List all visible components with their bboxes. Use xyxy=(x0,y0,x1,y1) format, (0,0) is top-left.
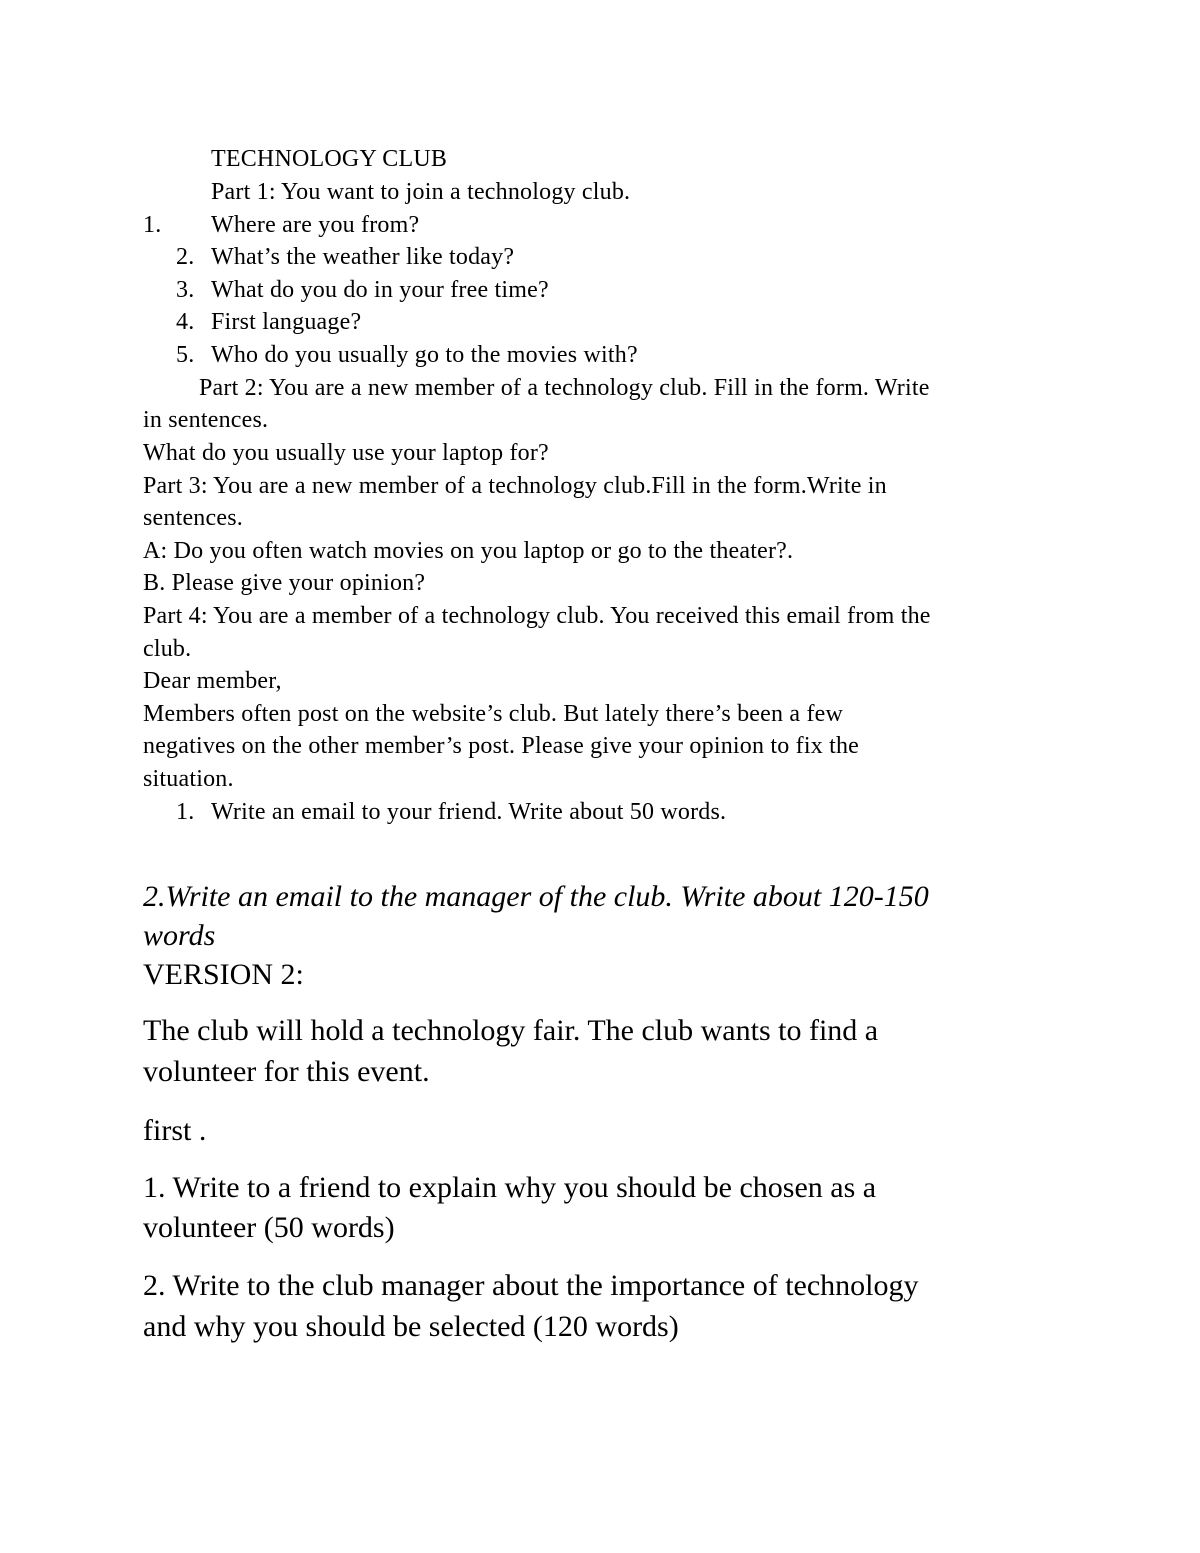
version2-intro: The club will hold a technology fair. The club wants to find a xyxy=(143,1014,879,1047)
part4-heading: Part 4: You are a member of a technology club. You received this email from the xyxy=(143,603,931,629)
version2-intro-cont: volunteer for this event. xyxy=(143,1055,430,1088)
email-greeting: Dear member, xyxy=(143,668,282,694)
part4-heading-cont: club. xyxy=(143,636,192,662)
email-body-line: Members often post on the website’s club. But lately there’s been a few xyxy=(143,701,844,727)
part3-question-b: B. Please give your opinion? xyxy=(143,570,426,596)
list-item xyxy=(176,341,638,369)
version2-first: first . xyxy=(143,1114,207,1147)
list-item-text: First language? xyxy=(211,309,362,335)
list-item-text: What do you do in your free time? xyxy=(211,277,549,303)
list-item-number: 3. xyxy=(176,277,195,303)
list-item-text: Where are you from? xyxy=(211,212,420,238)
part4-task-2-cont: words xyxy=(143,919,216,952)
part4-task-2: 2.Write an email to the manager of the club. Write about 120-150 xyxy=(143,880,929,913)
part3-question-a: A: Do you often watch movies on you laptop or go to the theater?. xyxy=(143,538,794,564)
part2-heading-cont: in sentences. xyxy=(143,407,269,433)
version2-heading: VERSION 2: xyxy=(143,958,304,991)
list-item-text: Who do you usually go to the movies with? xyxy=(211,342,638,368)
email-body-line: situation. xyxy=(143,766,234,792)
version2-task-1: 1. Write to a friend to explain why you should be chosen as a xyxy=(143,1171,877,1204)
part2-heading: Part 2: You are a new member of a technology club. Fill in the form. Write xyxy=(199,375,930,401)
list-item-number: 1. xyxy=(176,799,195,825)
list-item-text: Write an email to your friend. Write about 50 words. xyxy=(211,799,727,825)
document-title: TECHNOLOGY CLUB xyxy=(211,146,448,172)
list-item xyxy=(176,276,549,304)
list-item xyxy=(176,308,361,336)
list-item xyxy=(176,243,514,271)
list-item-number: 2. xyxy=(176,244,195,270)
part3-heading-cont: sentences. xyxy=(143,505,243,531)
part3-heading: Part 3: You are a new member of a technology club.Fill in the form.Write in xyxy=(143,473,887,499)
list-item xyxy=(143,211,419,239)
list-item-number: 5. xyxy=(176,342,195,368)
list-item-text: What’s the weather like today? xyxy=(211,244,515,270)
part2-question: What do you usually use your laptop for? xyxy=(143,440,549,466)
version2-task-1-cont: volunteer (50 words) xyxy=(143,1211,395,1244)
part4-task-1 xyxy=(176,798,726,826)
part1-heading: Part 1: You want to join a technology club. xyxy=(211,179,631,205)
version2-task-2-cont: and why you should be selected (120 words) xyxy=(143,1310,679,1343)
version2-task-2: 2. Write to the club manager about the importance of technology xyxy=(143,1269,919,1302)
list-item-number: 4. xyxy=(176,309,195,335)
list-item-number: 1. xyxy=(143,212,162,238)
email-body-line: negatives on the other member’s post. Please give your opinion to fix the xyxy=(143,733,860,759)
